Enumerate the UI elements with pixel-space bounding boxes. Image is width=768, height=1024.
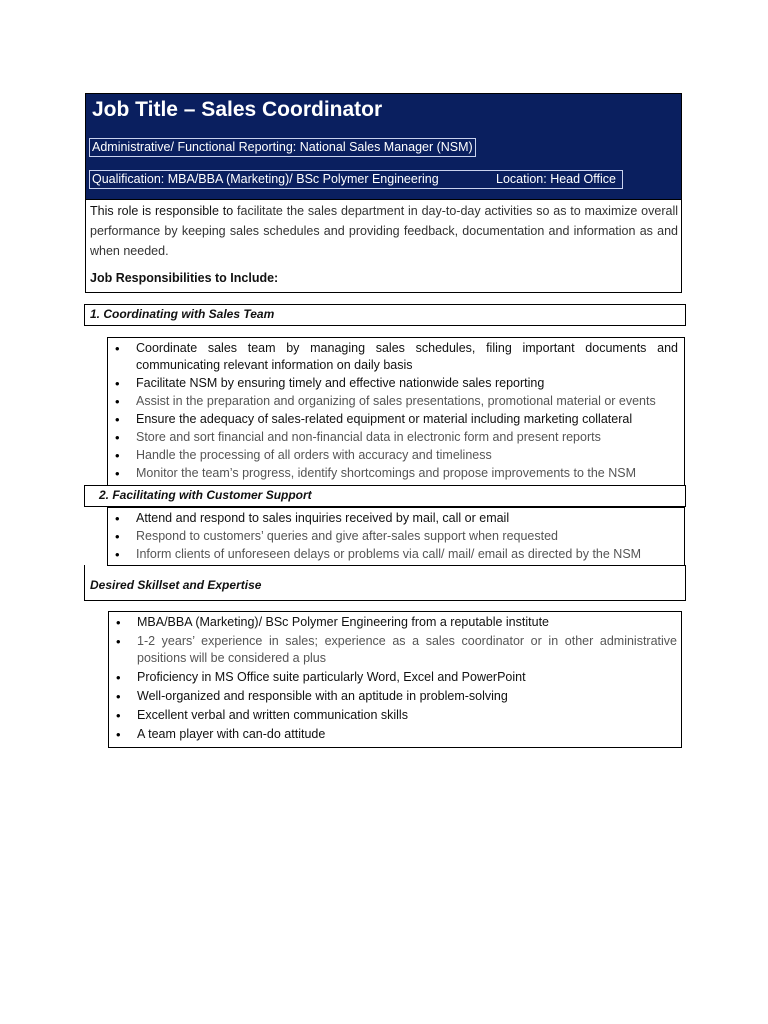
list-item: • Attend and respond to sales inquiries received by mail, call or email [108, 510, 678, 527]
skillset-list [108, 611, 682, 748]
job-header [85, 93, 682, 200]
section-heading-skillset: Desired Skillset and Expertise [84, 565, 686, 601]
list-item: • Proficiency in MS Office suite particularly Word, Excel and PowerPoint [109, 669, 677, 686]
qualification-text: Qualification: MBA/BBA (Marketing)/ BSc Polymer Engineering [92, 172, 439, 186]
qualification-line [89, 170, 623, 189]
sales-team-list [107, 337, 685, 486]
list-item: • 1-2 years’ experience in sales; experience as a sales coordinator or in other administrative positions will be considered a plus [109, 633, 677, 667]
list-item: • Inform clients of unforeseen delays or problems via call/ mail/ email as directed by the NSM [108, 546, 678, 563]
list-item: • Assist in the preparation and organizing of sales presentations, promotional material or events [108, 393, 678, 410]
customer-support-list [107, 507, 685, 566]
list-item: • Respond to customers’ queries and give after-sales support when requested [108, 528, 678, 545]
list-item: • MBA/BBA (Marketing)/ BSc Polymer Engineering from a reputable institute [109, 614, 677, 631]
role-summary [85, 199, 682, 293]
responsibilities-heading: Job Responsibilities to Include: [90, 271, 279, 285]
list-item: • Monitor the team’s progress, identify shortcomings and propose improvements to the NSM [108, 465, 678, 482]
list-item: • Ensure the adequacy of sales-related equipment or material including marketing collateral [108, 411, 678, 428]
list-item: • A team player with can-do attitude [109, 726, 677, 743]
list-item: • Handle the processing of all orders with accuracy and timeliness [108, 447, 678, 464]
role-summary-lead: This role is responsible to [90, 204, 234, 218]
job-title: Job Title – Sales Coordinator [92, 98, 383, 121]
reporting-line: Administrative/ Functional Reporting: National Sales Manager (NSM) [89, 138, 476, 157]
section-heading-customer-support: 2. Facilitating with Customer Support [84, 485, 686, 507]
location-text: Location: Head Office [496, 172, 616, 186]
list-item: • Well-organized and responsible with an aptitude in problem-solving [109, 688, 677, 705]
list-item: • Facilitate NSM by ensuring timely and effective nationwide sales reporting [108, 375, 678, 392]
list-item: • Excellent verbal and written communication skills [109, 707, 677, 724]
role-summary-text [90, 201, 678, 261]
role-summary-rest: facilitate the sales department in day-to-day activities so as to maximize overall performance by keeping sales schedules and providing feedback, documentation and information as and when needed. [90, 204, 678, 258]
list-item: • Coordinate sales team by managing sales schedules, filing important documents and communicating relevant information on daily basis [108, 340, 678, 374]
section-heading-sales-team: 1. Coordinating with Sales Team [84, 304, 686, 326]
list-item: • Store and sort financial and non-financial data in electronic form and present reports [108, 429, 678, 446]
